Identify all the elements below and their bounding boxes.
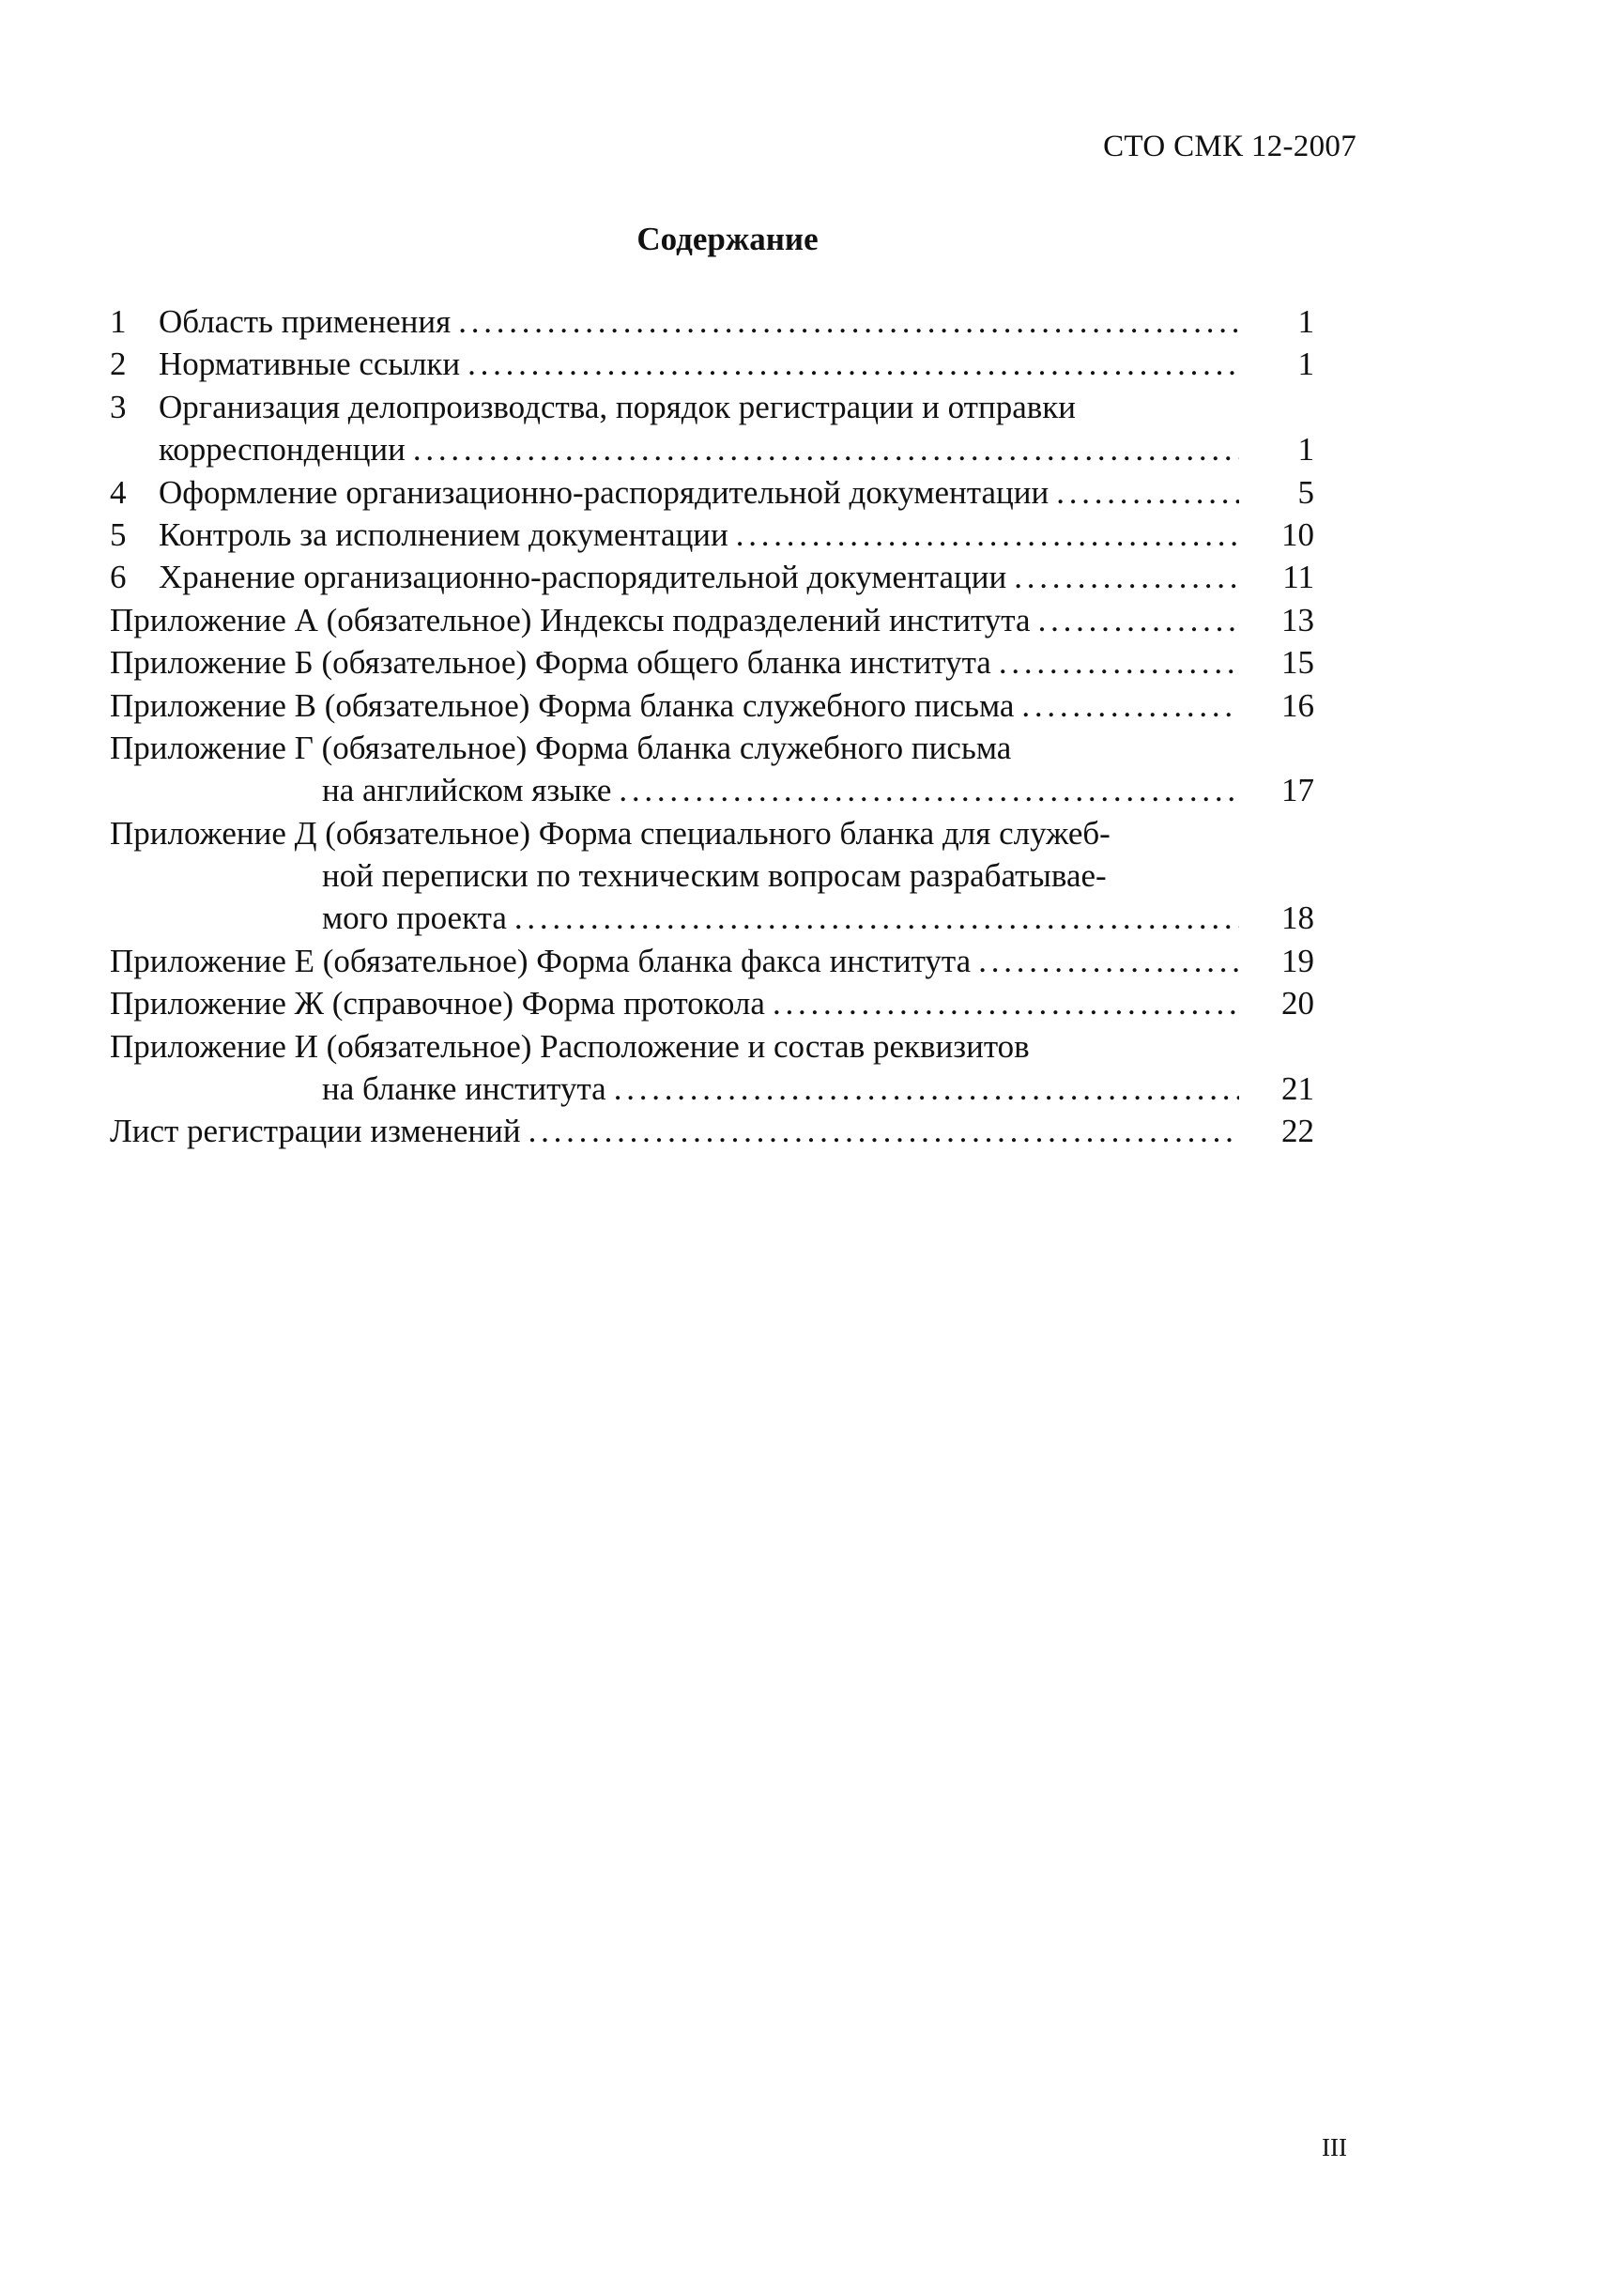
toc-entry-title-cont: ной переписки по техническим вопросам разрабатывае- [322,857,1107,895]
toc-entry-title: Приложение В (обязательное) Форма бланка служебного письма [110,686,1015,724]
toc-entry-title-cont: корреспонденции [159,431,406,469]
toc-leader-dots [619,769,1239,811]
toc-entry-title: Контроль за исполнением документации [159,515,728,553]
toc-leader-dots [736,514,1239,556]
toc-entry-page: 1 [1297,346,1314,383]
toc-entry-page: 21 [1281,1070,1314,1108]
toc-entry-title-cont: на английском языке [322,772,612,809]
toc-entry-title: Организация делопроизводства, порядок регистрации и отправки [159,388,1076,425]
toc-leader-dots [1056,471,1239,514]
toc-entry-page: 16 [1281,686,1314,724]
toc-entry-continuation [110,854,1314,897]
toc-entry-page: 11 [1282,559,1314,596]
toc-leader-dots [458,300,1239,343]
toc-entry-page: 1 [1297,303,1314,340]
toc-entry-continuation [110,897,1314,939]
toc-entry-page: 15 [1281,644,1314,682]
toc-entry-title: Хранение организационно-распорядительной документации [159,559,1007,596]
toc-entry-page: 1 [1297,431,1314,469]
toc-entry-number: 4 [110,473,127,511]
toc-entry-number: 3 [110,388,127,425]
toc-leader-dots [529,1110,1239,1152]
toc-entry-number: 2 [110,346,127,383]
page-number: III [1322,2133,1347,2161]
toc-entry-page: 10 [1281,515,1314,553]
toc-leader-dots [413,428,1239,470]
toc-entry-title: Приложение А (обязательное) Индексы подразделений института [110,601,1031,638]
toc-entry-appendix [110,641,1314,684]
toc-entry-appendix [110,684,1314,727]
toc-leader-dots [773,982,1239,1024]
toc-entry [110,471,1314,514]
toc-leader-dots [1014,556,1239,598]
toc-entry-appendix [110,727,1314,769]
toc-entry-title: Приложение Б (обязательное) Форма общего бланка института [110,644,991,682]
toc-entry-title-cont: мого проекта [322,899,507,937]
toc-leader-dots [467,343,1239,385]
toc-title: Содержание [636,221,819,257]
toc-entry-title: Оформление организационно-распорядительной документации [159,473,1049,511]
toc-entry-continuation [110,1068,1314,1110]
toc-entry [110,556,1314,598]
toc-leader-dots [514,897,1239,939]
toc-entry-number: 6 [110,559,127,596]
toc-entry-page: 17 [1281,772,1314,809]
toc-entry [110,386,1314,428]
toc-entry-title: Приложение Г (обязательное) Форма бланка служебного письма [110,729,1012,766]
toc-entry-appendix [110,599,1314,641]
toc-entry-page: 18 [1281,899,1314,937]
toc-entry-title: Приложение И (обязательное) Расположение и состав реквизитов [110,1027,1030,1065]
toc-entry [110,300,1314,343]
toc-entry-number: 1 [110,303,127,340]
toc-leader-dots [999,641,1239,684]
toc-entry-page: 13 [1281,601,1314,638]
toc-leader-dots [1038,599,1239,641]
toc-entry-page: 19 [1281,942,1314,979]
toc-entry-continuation [110,428,1314,470]
toc-entry-title: Приложение Ж (справочное) Форма протокола [110,985,765,1022]
toc-entry-appendix [110,1025,1314,1068]
toc-entry-title: Приложение Е (обязательное) Форма бланка факса института [110,942,972,979]
table-of-contents [110,300,1314,1153]
toc-entry-title-cont: на бланке института [322,1070,606,1108]
toc-entry-title: Приложение Д (обязательное) Форма специального бланка для служеб- [110,814,1111,852]
document-code-header: СТО СМК 12-2007 [1103,130,1356,163]
toc-entry-title: Нормативные ссылки [159,346,461,383]
toc-entry-title: Область применения [159,303,452,340]
toc-leader-dots [978,940,1239,982]
toc-leader-dots [1021,684,1239,727]
toc-entry [110,514,1314,556]
toc-entry-appendix [110,812,1314,854]
toc-entry [110,343,1314,385]
toc-entry-appendix [110,940,1314,982]
toc-leader-dots [614,1068,1239,1110]
toc-entry-page: 5 [1297,473,1314,511]
toc-entry [110,1110,1314,1152]
toc-entry-page: 20 [1281,985,1314,1022]
toc-entry-number: 5 [110,515,127,553]
toc-entry-continuation [110,769,1314,811]
toc-entry-title: Лист регистрации изменений [110,1113,521,1150]
toc-entry-appendix [110,982,1314,1024]
toc-entry-page: 22 [1281,1113,1314,1150]
